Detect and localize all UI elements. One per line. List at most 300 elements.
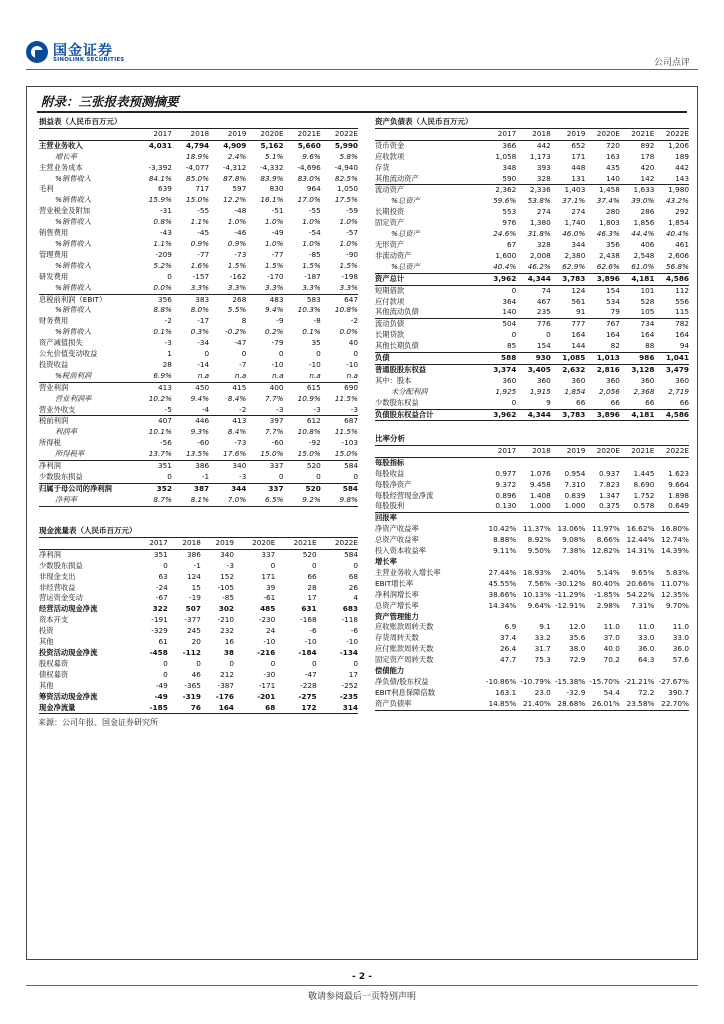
year-header-2018: 2018 (168, 537, 201, 549)
cell-value: 0.839 (564, 490, 586, 500)
cell-value: -51 (271, 206, 284, 216)
cell-value: 597 (232, 184, 247, 194)
row-label: 非流动资产 (375, 250, 412, 260)
cell-value: 40.4% (482, 262, 517, 273)
row-label: 其他 (39, 637, 54, 647)
cell-value: 66 (620, 398, 655, 409)
cell-value: 101 (640, 285, 655, 295)
row-label: 非经营收益 (39, 582, 76, 592)
row-label: 流动负债 (375, 319, 405, 329)
row-label: 无形资产 (375, 239, 405, 249)
table-row (39, 659, 358, 670)
cell-value: -3 (284, 405, 321, 416)
cell-value: 2,606 (668, 250, 689, 260)
cell-value (516, 457, 551, 468)
row-label: %销售收入 (55, 260, 92, 270)
cell-value: -6 (309, 626, 317, 636)
cell-value: 54.4 (603, 687, 620, 697)
year-header-blank (39, 537, 135, 549)
row-label: 主营业务成本 (39, 162, 83, 172)
cell-value: 360 (502, 375, 517, 385)
cell-value: -4,312 (222, 162, 247, 172)
cell-value: 286 (640, 207, 655, 217)
cell-value: 21.40% (516, 699, 551, 710)
row-label: 净负债/股东权益 (375, 676, 429, 686)
cell-value: 1.0% (265, 217, 284, 227)
cell-value: 13.06% (557, 524, 586, 534)
cell-value: 413 (157, 382, 172, 392)
cell-value: 0.896 (495, 490, 517, 500)
cell-value: 0 (311, 658, 317, 668)
table-row (39, 583, 358, 594)
row-label: %销售收入 (55, 238, 92, 248)
cell-value: 80.40% (592, 578, 620, 588)
cell-value: 406 (640, 239, 655, 249)
cell-value: 38.0 (569, 644, 586, 654)
cell-value: 8.8% (153, 305, 172, 315)
cell-value: 3,896 (585, 409, 620, 421)
cell-value: -90 (346, 249, 358, 259)
row-label: 投资 (39, 626, 54, 636)
table-row (39, 405, 358, 416)
table-row (375, 196, 689, 207)
cell-value: 435 (605, 162, 620, 172)
table-row (39, 261, 358, 272)
income-statement-table (39, 117, 358, 507)
year-header-2019: 2019 (201, 537, 234, 549)
cell-value (551, 666, 586, 677)
cell-value (482, 557, 517, 568)
cell-value: 360 (675, 375, 689, 385)
cell-value: 3,896 (585, 273, 620, 285)
cell-value: -5 (135, 405, 172, 416)
table-row (39, 184, 358, 195)
cell-value: 776 (536, 319, 551, 329)
cell-value: 11.5% (334, 393, 358, 403)
cell-value: 1,013 (585, 353, 620, 365)
cell-value: 8.0% (190, 305, 210, 315)
cell-value: 8.66% (596, 535, 620, 545)
cell-value: 75.3 (534, 655, 551, 665)
table-row (39, 338, 358, 349)
cell-value: 83.9% (260, 173, 284, 183)
cell-value: 767 (605, 319, 620, 329)
cell-value: 1,854 (564, 386, 586, 396)
logo-english-name: SINOLINK SECURITIES (53, 57, 125, 63)
cell-value: -4,077 (185, 162, 210, 172)
table-row (375, 513, 689, 524)
year-header-2020e: 2020E (585, 128, 620, 140)
cell-value: 1.5% (227, 260, 247, 270)
cell-value: 1.1% (190, 217, 210, 227)
cell-value: 245 (186, 626, 201, 636)
cell-value: 11.0 (638, 622, 655, 632)
cell-value: 0.578 (620, 501, 655, 512)
cell-value: 1.0% (339, 217, 358, 227)
cell-value: 9.458 (529, 479, 551, 489)
cell-value: 1,856 (633, 218, 655, 228)
cell-value: 2.40% (562, 567, 586, 577)
table-row (375, 579, 689, 590)
row-label: 毛利 (39, 184, 54, 194)
cell-value: -92 (308, 438, 321, 448)
cell-value: 10.8% (334, 305, 358, 315)
cell-value: 105 (620, 307, 655, 318)
cell-value (585, 557, 620, 568)
cell-value: 5,162 (260, 140, 284, 150)
cell-value: 3.3% (246, 283, 283, 294)
row-label: 其他 (39, 680, 54, 690)
table-row (375, 185, 689, 196)
table-row (375, 398, 689, 409)
cell-value: 9.70% (665, 600, 689, 610)
table-row (375, 546, 689, 557)
cell-value: 0 (163, 658, 168, 668)
cell-value: 72.9 (569, 655, 586, 665)
cell-value: 10.42% (488, 524, 517, 534)
table-row (375, 163, 689, 174)
cell-value: -157 (192, 271, 210, 281)
cell-value: 36.0 (638, 644, 655, 654)
cell-value: 1.445 (633, 468, 655, 478)
cell-value: 734 (640, 319, 655, 329)
cell-value: 3,962 (482, 273, 517, 285)
cell-value: 0 (546, 330, 551, 340)
cell-value: 631 (301, 604, 317, 614)
cell-value: 15.0% (284, 449, 321, 460)
cell-value (585, 457, 620, 468)
row-label: 归属于母公司的净利润 (39, 483, 112, 493)
cell-value: 351 (157, 461, 172, 471)
row-label: 资产管理能力 (375, 611, 419, 621)
cell-value: -10 (346, 637, 358, 647)
cell-value: -168 (300, 615, 317, 625)
cell-value: n.a (284, 371, 321, 382)
cell-value: 1 (167, 349, 172, 359)
cell-value: 7.31% (631, 600, 655, 610)
year-header-2020e: 2020E (246, 128, 283, 140)
cell-value: 690 (344, 382, 358, 392)
table-row (375, 376, 689, 387)
year-header-2021e: 2021E (620, 445, 655, 457)
cell-value: 892 (640, 140, 655, 150)
cell-value: 46 (191, 669, 201, 679)
cell-value: 2,362 (495, 185, 517, 195)
cell-value: 235 (516, 307, 551, 318)
row-label: 其他流动资产 (375, 174, 482, 185)
table-row (39, 593, 358, 604)
table-row (39, 561, 358, 572)
cell-value: 171 (261, 571, 276, 581)
cell-value: 142 (620, 174, 655, 185)
year-header-2021e: 2021E (275, 537, 316, 549)
cell-value: -2 (209, 405, 246, 416)
table-row (375, 601, 689, 612)
cell-value: 407 (157, 416, 172, 426)
cell-value: 520 (305, 483, 321, 493)
cell-value: 39 (266, 582, 276, 592)
cell-value: 0 (511, 330, 517, 340)
cell-value: -187 (304, 271, 321, 281)
year-header-2018: 2018 (172, 128, 209, 140)
cell-value: 450 (195, 382, 210, 392)
cell-value: 0.375 (585, 501, 620, 512)
cell-value: -112 (182, 647, 201, 657)
cell-value: 189 (675, 151, 689, 161)
row-label: 净利润 (39, 461, 61, 471)
cell-value: 44.4% (631, 229, 655, 239)
cell-value: -17 (197, 316, 210, 326)
cell-value: 7.310 (564, 479, 586, 489)
cell-value: 6.9 (504, 622, 517, 632)
cell-value: 12.2% (223, 195, 247, 205)
cell-value: 88 (620, 341, 655, 352)
cell-value: 67 (506, 239, 517, 249)
cell-value: 4 (353, 593, 358, 603)
cell-value: 112 (675, 285, 689, 295)
year-header-2019: 2019 (551, 445, 586, 457)
cell-value: 553 (502, 207, 517, 217)
cell-value: -10 (304, 637, 317, 647)
table-title: 资产负债表（人民币百万元） (375, 117, 689, 128)
cell-value: 4,909 (223, 140, 247, 150)
cell-value: n.a (246, 371, 283, 382)
cell-value: 360 (536, 375, 551, 385)
table-row (39, 549, 358, 560)
cell-value: 268 (232, 294, 247, 304)
cell-value: 344 (231, 483, 247, 493)
cell-value: -48 (234, 206, 247, 216)
cell-value: 15.0% (321, 449, 358, 460)
cell-value: 15.0% (185, 195, 210, 205)
cell-value: 2,380 (564, 250, 586, 260)
cell-value: -252 (341, 680, 358, 690)
cell-value (482, 612, 517, 623)
cell-value: 68 (348, 571, 358, 581)
table-row (39, 327, 358, 338)
cell-value: 0 (284, 472, 321, 483)
cell-value (516, 666, 551, 677)
cell-value: 0 (353, 658, 358, 668)
cell-value: -77 (271, 249, 284, 259)
cell-value: 0.0% (339, 327, 358, 337)
row-label: 存货 (375, 162, 390, 172)
year-header-blank (375, 128, 482, 140)
cell-value: -24 (155, 582, 168, 592)
row-label: 回报率 (375, 513, 397, 523)
table-row (39, 438, 358, 449)
year-header-2022e: 2022E (654, 445, 689, 457)
cell-value: -85 (308, 249, 321, 259)
cell-value: 13.7% (135, 449, 172, 460)
cell-value: 37.4% (596, 196, 620, 206)
row-label: 投入资本收益率 (375, 546, 427, 556)
row-label: 流动资产 (375, 185, 405, 195)
cell-value: 36.0 (672, 644, 689, 654)
row-label: 投资活动现金净流 (39, 647, 98, 657)
cell-value: 14.34% (488, 600, 517, 610)
cell-value: 590 (482, 174, 517, 185)
cell-value: 986 (620, 353, 655, 365)
cell-value: 3.3% (209, 283, 246, 294)
cashflow-statement-table (39, 526, 358, 714)
row-label: 每股净资产 (375, 479, 412, 489)
cell-value: 1,740 (564, 218, 586, 228)
cell-value: 5.14% (596, 567, 620, 577)
table-title: 损益表（人民币百万元） (39, 117, 358, 128)
table-row (39, 483, 358, 494)
cell-value: 35.6 (569, 633, 586, 643)
year-header-blank (375, 445, 482, 457)
cell-value: 0 (163, 560, 168, 570)
row-label: %总资产 (391, 229, 420, 239)
cell-value: -9 (276, 316, 284, 326)
cell-value: -56 (159, 438, 172, 448)
cell-value: -201 (257, 691, 276, 701)
table-row (375, 568, 689, 579)
cell-value: 360 (605, 375, 620, 385)
cell-value: -2 (164, 316, 172, 326)
row-label: 每股收益 (375, 468, 405, 478)
cell-value: 4,344 (516, 273, 551, 285)
cell-value: -118 (341, 615, 358, 625)
year-header-2017: 2017 (135, 537, 168, 549)
year-header-row (375, 128, 689, 140)
cell-value: -10 (308, 359, 321, 369)
cell-value: 8.7% (135, 495, 172, 506)
table-row (375, 251, 689, 262)
cell-value: 485 (260, 604, 276, 614)
cell-value: 12.0 (569, 622, 586, 632)
cell-value: 3,374 (493, 364, 517, 374)
cell-value: 3,128 (631, 364, 655, 374)
cell-value: -60 (271, 438, 284, 448)
cell-value: -1 (193, 560, 201, 570)
table-row (39, 360, 358, 371)
cell-value: 4,181 (620, 409, 655, 421)
cell-value: 360 (640, 375, 655, 385)
cell-value: -4,332 (260, 162, 284, 172)
document-type-label: 公司点评 (653, 58, 690, 68)
cell-value: 5.1% (265, 151, 284, 161)
cell-value: 446 (195, 416, 210, 426)
cell-value: -12.91% (554, 600, 586, 610)
table-row (375, 387, 689, 398)
cell-value: -191 (151, 615, 168, 625)
disclaimer-note: 敬请参阅最后一页特别声明 (307, 992, 416, 1002)
cell-value: 976 (502, 218, 517, 228)
year-header-2019: 2019 (209, 128, 246, 140)
cell-value: 46.3% (596, 229, 620, 239)
cell-value: 14.85% (482, 699, 517, 710)
cell-value: 5.83% (665, 567, 689, 577)
cell-value (551, 457, 586, 468)
cell-value: 28 (162, 359, 172, 369)
header-divider (26, 69, 698, 70)
cell-value: 9.4% (190, 393, 210, 403)
cell-value: 280 (605, 207, 620, 217)
table-title: 现金流量表（人民币百万元） (39, 526, 358, 537)
cell-value: 0.9% (227, 238, 247, 248)
cell-value: 1,458 (598, 185, 620, 195)
year-header-row (39, 128, 358, 140)
cell-value: -19 (188, 593, 201, 603)
row-label: %销售收入 (55, 173, 92, 183)
cell-value: 507 (185, 604, 201, 614)
cell-value: -49 (155, 680, 168, 690)
cell-value: 7.7% (265, 393, 284, 403)
cell-value: 31.8% (527, 229, 551, 239)
table-row (375, 535, 689, 546)
table-row (375, 229, 689, 240)
cell-value: -21.21% (623, 676, 655, 686)
table-row (39, 272, 358, 283)
cell-value: 1.5% (339, 260, 358, 270)
cell-value: 94 (654, 341, 689, 352)
cell-value: -134 (339, 647, 358, 657)
cell-value: 520 (306, 461, 321, 471)
cell-value: -387 (217, 680, 235, 690)
cell-value: 46.0% (562, 229, 586, 239)
cell-value: 612 (306, 416, 321, 426)
table-row (39, 604, 358, 615)
cell-value: 66 (307, 571, 317, 581)
cell-value: 26.4 (500, 644, 517, 654)
cell-value: 0.977 (495, 468, 517, 478)
cell-value: 1.076 (529, 468, 551, 478)
table-row (39, 416, 358, 427)
cell-value: 360 (571, 375, 586, 385)
table-row (39, 382, 358, 393)
cell-value: 4,586 (654, 409, 689, 421)
cell-value: 85.0% (185, 173, 210, 183)
cell-value: -176 (215, 691, 235, 701)
cell-value: 467 (536, 296, 551, 306)
table-row (375, 152, 689, 163)
table-row (39, 472, 358, 483)
cell-value: -1 (172, 472, 209, 483)
table-row (375, 297, 689, 308)
row-label: 存货周转天数 (375, 633, 419, 643)
cell-value: 10.2% (148, 393, 172, 403)
cell-value: 0 (163, 669, 168, 679)
cell-value (551, 612, 586, 623)
table-row (39, 217, 358, 228)
cell-value: 4,344 (516, 409, 551, 421)
cell-value: 40 (348, 338, 358, 348)
cell-value: 3,783 (551, 273, 586, 285)
cell-value: 7.56% (527, 578, 551, 588)
cell-value (620, 666, 655, 677)
cell-value: -3 (246, 405, 283, 416)
cell-value: -61 (263, 593, 276, 603)
table-row (375, 622, 689, 633)
table-row (39, 626, 358, 637)
cell-value: -31 (159, 206, 172, 216)
cell-value: -79 (271, 338, 284, 348)
cell-value: 82 (585, 341, 620, 352)
cell-value: 442 (536, 140, 551, 150)
cell-value: -10.86% (485, 676, 517, 686)
table-row (375, 353, 689, 365)
cell-value: 2,632 (562, 364, 586, 374)
cell-value (620, 457, 655, 468)
cell-value (654, 666, 689, 677)
row-label: 主营业务收入增长率 (375, 567, 441, 577)
cell-value: 322 (152, 604, 168, 614)
cell-value: 11.5% (334, 427, 358, 437)
cell-value: -198 (341, 271, 358, 281)
